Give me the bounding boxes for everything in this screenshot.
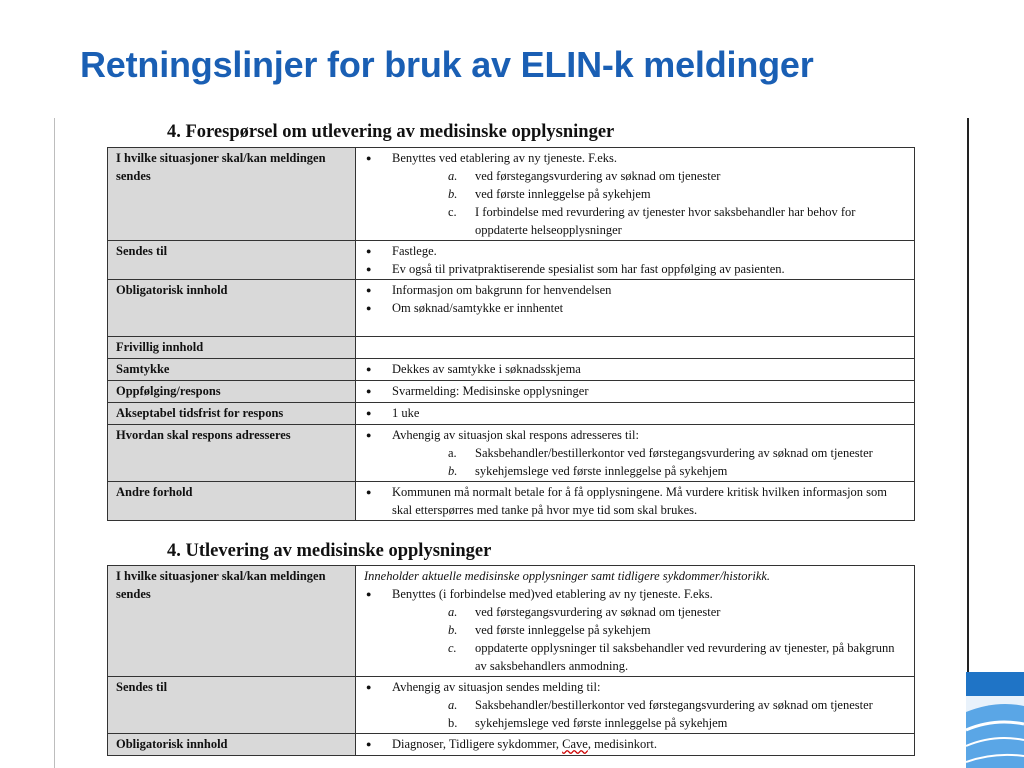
row-label: I hvilke situasjoner skal/kan meldingen sendes — [108, 566, 356, 677]
bullet-item: ● Benyttes ved etablering av ny tjeneste. F.eks. — [364, 149, 908, 167]
table-row — [108, 734, 915, 756]
sub-item: c. oppdaterte opplysninger til saksbehandler ved revurdering av tjenester, på bakgrunn av saksbehandlers anmodning. — [448, 641, 895, 673]
row-label: Akseptabel tidsfrist for respons — [108, 403, 356, 425]
bullet-item: ● Dekkes av samtykke i søknadsskjema — [364, 360, 908, 378]
row-label: Oppfølging/respons — [108, 381, 356, 403]
bullet-item: ● Svarmelding: Medisinske opplysninger — [364, 382, 908, 400]
table-row — [108, 148, 915, 241]
document-image — [54, 118, 969, 768]
table-row — [108, 241, 915, 280]
bullet-item: ● Avhengig av situasjon skal respons adresseres til: — [364, 426, 908, 444]
request-table — [107, 147, 915, 521]
table-row — [108, 677, 915, 734]
sub-item: a. ved førstegangsvurdering av søknad om tjenester — [448, 169, 721, 183]
row-label: Obligatorisk innhold — [108, 280, 356, 337]
row-label: I hvilke situasjoner skal/kan meldingen sendes — [108, 148, 356, 241]
section-title-delivery: 4. Utlevering av medisinske opplysninger — [167, 541, 492, 561]
row-label: Andre forhold — [108, 482, 356, 521]
row-label: Hvordan skal respons adresseres — [108, 425, 356, 482]
bullet-item: ● Avhengig av situasjon sendes melding til: — [364, 678, 908, 696]
sub-item: a. ved førstegangsvurdering av søknad om tjenester — [448, 605, 721, 619]
sub-item: c. I forbindelse med revurdering av tjenester hvor saksbehandler har behov for oppdaterte helseopplysninger — [448, 205, 856, 237]
sub-item: b. sykehjemslege ved første innleggelse på sykehjem — [448, 716, 728, 730]
sub-item: b. ved første innleggelse på sykehjem — [448, 623, 651, 637]
slide-title: Retningslinjer for bruk av ELIN-k meldinger — [80, 44, 814, 85]
bullet-item: ● Om søknad/samtykke er innhentet — [364, 299, 908, 317]
delivery-table — [107, 565, 915, 756]
corner-wave-decoration — [966, 672, 1024, 768]
bullet-item: ● Diagnoser, Tidligere sykdommer, Cave, medisinkort. — [364, 735, 908, 753]
row-label: Sendes til — [108, 241, 356, 280]
bullet-item: ● Benyttes (i forbindelse med)ved etablering av ny tjeneste. F.eks. — [364, 585, 908, 603]
sub-item: b. ved første innleggelse på sykehjem — [448, 187, 651, 201]
table-row — [108, 482, 915, 521]
bullet-item: ● 1 uke — [364, 404, 908, 422]
bullet-item: ● Ev også til privatpraktiserende spesialist som har fast oppfølging av pasienten. — [364, 260, 908, 278]
table-row — [108, 337, 915, 359]
sub-item: a. Saksbehandler/bestillerkontor ved førstegangsvurdering av søknad om tjenester — [448, 446, 873, 460]
bullet-item: ● Kommunen må normalt betale for å få opplysningene. Må vurdere kritisk hvilken informasjon som skal etterspørres med tanke på hvor mye tid som skal brukes. — [364, 483, 908, 519]
table-row — [108, 280, 915, 337]
table-row — [108, 425, 915, 482]
row-label: Frivillig innhold — [108, 337, 356, 359]
row-label: Obligatorisk innhold — [108, 734, 356, 756]
table-row — [108, 403, 915, 425]
intro-text: Inneholder aktuelle medisinske opplysninger samt tidligere sykdommer/historikk. — [364, 569, 771, 583]
table-row — [108, 566, 915, 677]
table-row — [108, 359, 915, 381]
bullet-item: ● Fastlege. — [364, 242, 908, 260]
bullet-item: ● Informasjon om bakgrunn for henvendelsen — [364, 281, 908, 299]
row-label: Sendes til — [108, 677, 356, 734]
sub-item: b. sykehjemslege ved første innleggelse på sykehjem — [448, 464, 728, 478]
table-row — [108, 381, 915, 403]
sub-item: a. Saksbehandler/bestillerkontor ved førstegangsvurdering av søknad om tjenester — [448, 698, 873, 712]
section-title-request: 4. Forespørsel om utlevering av medisinske opplysninger — [167, 122, 615, 142]
row-label: Samtykke — [108, 359, 356, 381]
